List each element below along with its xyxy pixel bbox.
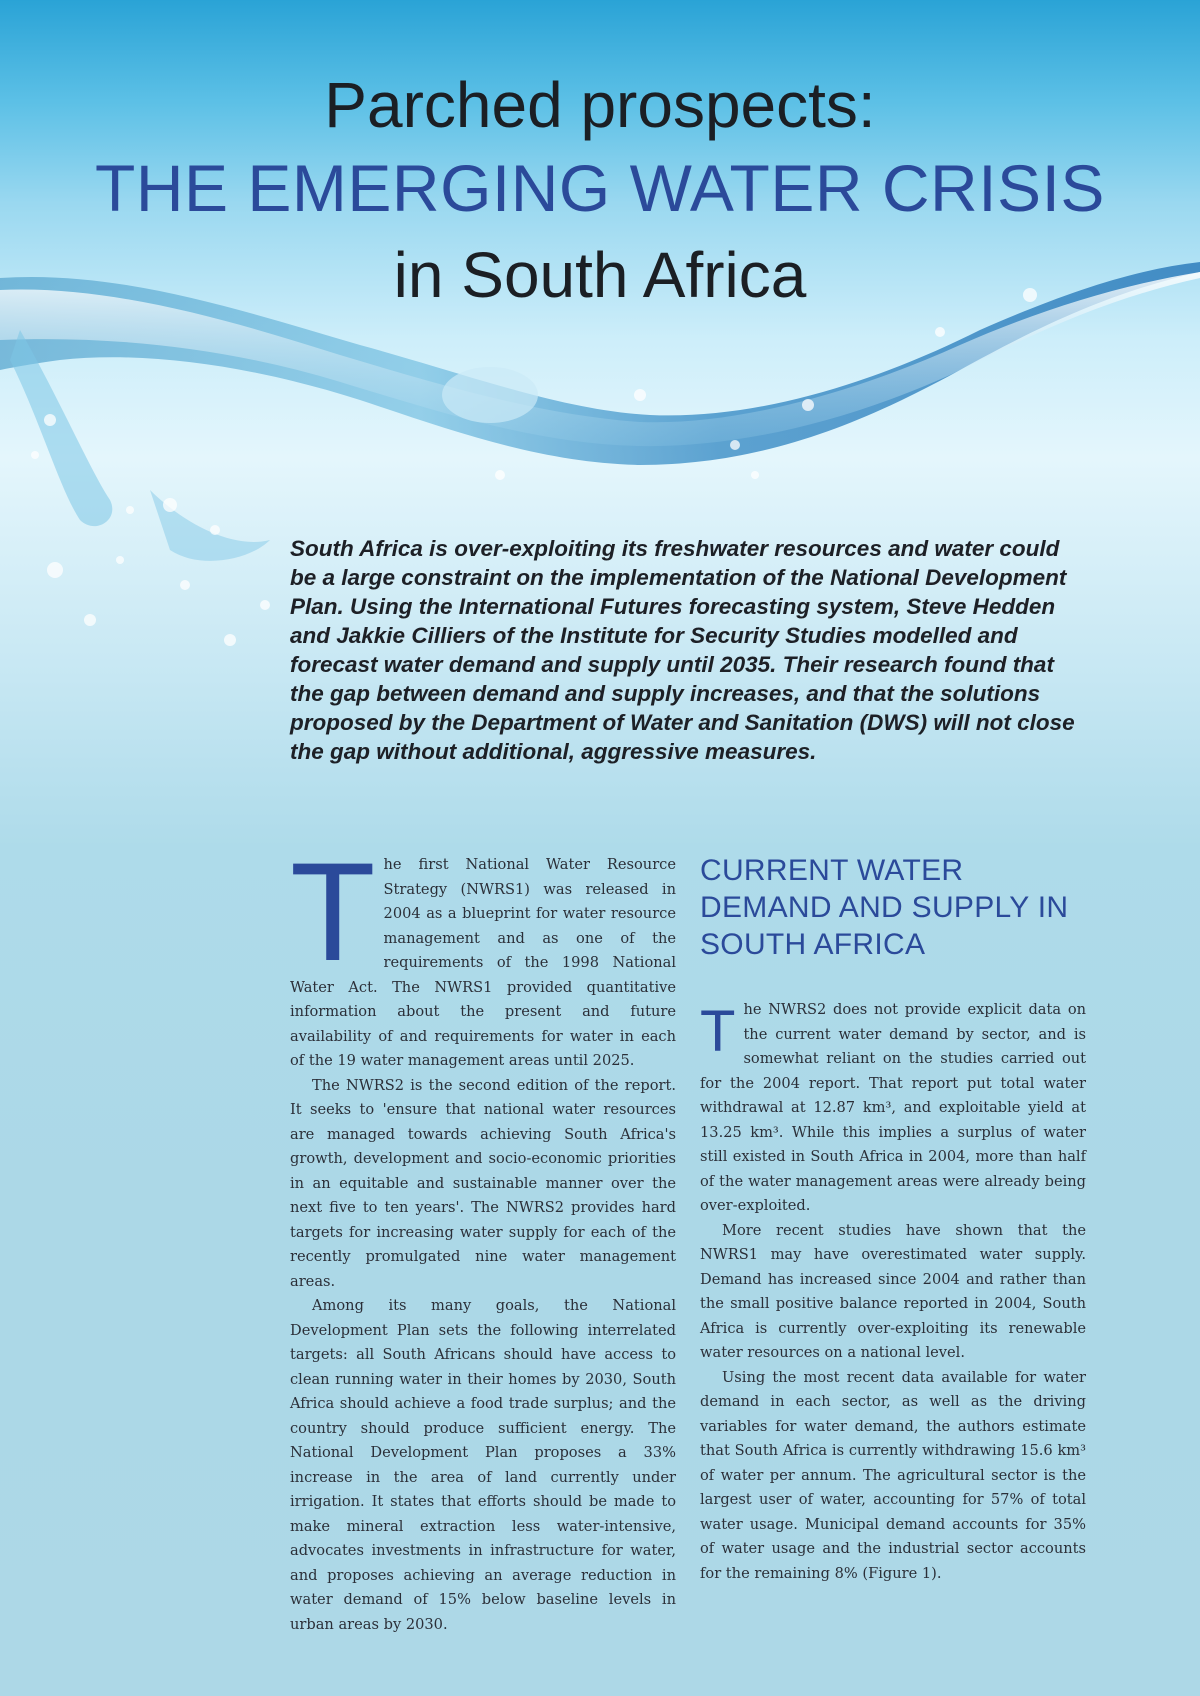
title-line-1: Parched prospects: bbox=[324, 69, 876, 141]
section-heading: CURRENT WATER DEMAND AND SUPPLY IN SOUTH AFRICA bbox=[700, 854, 1069, 961]
left-paragraph-1 bbox=[290, 833, 676, 1074]
title-line-2: THE EMERGING WATER CRISIS bbox=[95, 151, 1105, 225]
right-paragraph-1-text: he NWRS2 does not provide explicit data on the current water demand by sector, and is somewhat reliant on the studies carried out for the 2004 report. That report put total water withdrawal at 12.87 km³, and exploitable yield at 13.25 km³. While this implies a surplus of water still existed in South Africa in 2004, more than half of the water management areas were already being over-exploited. bbox=[700, 1001, 1086, 1214]
left-paragraph-2: The NWRS2 is the second edition of the report. It seeks to 'ensure that national water resources are managed towards achieving South Africa's growth, development and socio-economic priorities in an equitable and sustainable manner over the next five to ten years'. The NWRS2 provides hard targets for increasing water supply for each of the recently promulgated nine water management areas. bbox=[290, 1076, 676, 1290]
title-line-3: in South Africa bbox=[393, 239, 807, 311]
right-paragraph-2: More recent studies have shown that the NWRS1 may have overestimated water supply. Demand has increased since 2004 and rather than the small positive balance reported in 2004, South Africa is currently over-exploiting its renewable water resources on a national level. bbox=[700, 1221, 1086, 1361]
left-column bbox=[290, 833, 676, 1637]
drop-cap: T bbox=[700, 999, 736, 1064]
left-paragraph-3: Among its many goals, the National Development Plan sets the following interrelated targets: all South Africans should have access to clean running water in their homes by 2030, South Africa should achieve a food trade surplus; and the country should produce sufficient energy. The National Development Plan proposes a 33% increase in the area of land currently under irrigation. It states that efforts should be made to make mineral extraction less water-intensive, advocates investments in infrastructure for water, and proposes achieving an average reduction in water demand of 15% below baseline levels in urban areas by 2030. bbox=[290, 1297, 676, 1633]
left-paragraph-1-text: he first National Water Resource Strategy (NWRS1) was released in 2004 as a blueprint for water resource management and as one of the requirements of the 1998 National Water Act. The NWRS1 provided quantitative information about the present and future availability of and requirements for water in each of the 19 water management areas until 2025. bbox=[290, 856, 676, 1069]
right-paragraph-3: Using the most recent data available for water demand in each sector, as well as the driving variables for water demand, the authors estimate that South Africa is currently withdrawing 15.6 km³ of water per annum. The agricultural sector is the largest user of water, accounting for 57% of total water usage. Municipal demand accounts for 35% of water usage and the industrial sector accounts for the remaining 8% (Figure 1). bbox=[700, 1368, 1086, 1582]
intro-paragraph: South Africa is over-exploiting its freshwater resources and water could be a large constraint on the implementation of the National Development Plan. Using the International Futures forecasting system, Steve Hedden and Jakkie Cilliers of the Institute for Security Studies modelled and forecast water demand and supply until 2035. Their research found that the gap between demand and supply increases, and that the solutions proposed by the Department of Water and Sanitation (DWS) will not close the gap without additional, aggressive measures. bbox=[290, 536, 1075, 764]
right-column bbox=[700, 998, 1086, 1586]
right-paragraph-1 bbox=[700, 998, 1086, 1219]
drop-cap: T bbox=[290, 833, 376, 990]
